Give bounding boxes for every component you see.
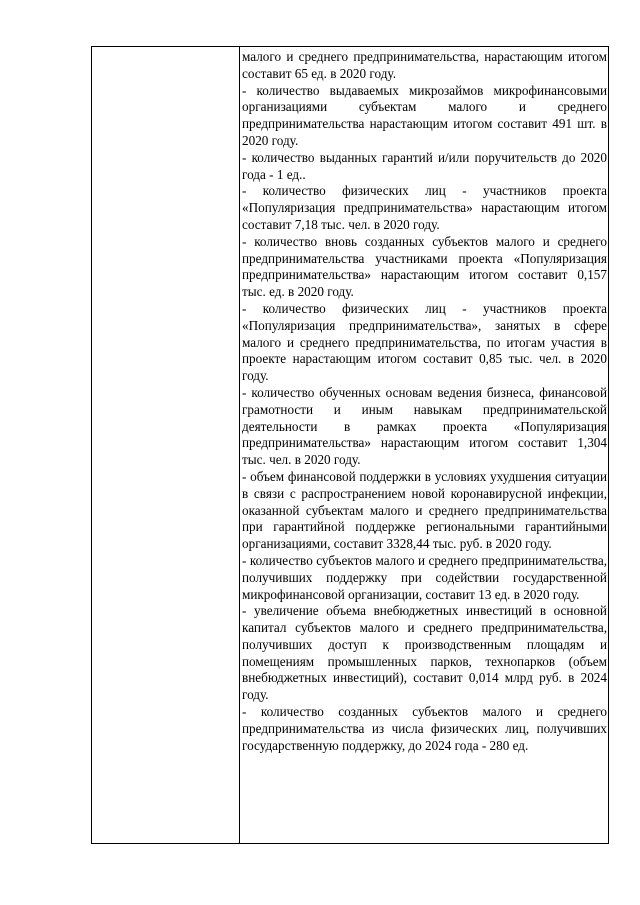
paragraph: малого и среднего предпринимательства, нарастающим итогом составит 65 ед. в 2020 году. [242, 49, 607, 81]
paragraph: - количество физических лиц - участников проекта «Популяризация предпринимательства» нарастающим итогом составит 7,18 тыс. чел. в 2020 году. [242, 183, 607, 232]
table-right-cell [242, 49, 607, 754]
paragraph: - объем финансовой поддержки в условиях ухудшения ситуации в связи с распространением новой коронавирусной инфекции, оказанной субъектам малого и среднего предпринимательства при гарантийной поддержке региональными гарантийными организациями, составит 3328,44 тыс. руб. в 2020 году. [242, 468, 607, 552]
paragraph: - количество субъектов малого и среднего предпринимательства, получивших поддержку при содействии государственной микрофинансовой организации, составит 13 ед. в 2020 году. [242, 552, 607, 602]
paragraph: - количество вновь созданных субъектов малого и среднего предпринимательства участниками проекта «Популяризация предпринимательства» нарастающим итогом составит 0,157 тыс. ед. в 2020 году. [242, 233, 607, 300]
paragraph: - увеличение объема внебюджетных инвестиций в основной капитал субъектов малого и среднего предпринимательства, получивших доступ к производственным площадям и помещениям промышленных парков, технопарков (объем внебюджетных инвестиций), составит 0,014 млрд руб. в 2024 году. [242, 603, 607, 703]
paragraph: - количество физических лиц - участников проекта «Популяризация предпринимательства», занятых в сфере малого и среднего предпринимательства, по итогам участия в проекте нарастающим итогом составит 0,85 тыс. чел. в 2020 году. [242, 300, 607, 384]
column-divider [239, 47, 240, 843]
paragraph: - количество созданных субъектов малого и среднего предпринимательства из числа физических лиц, получивших государственную поддержку, до 2024 года - 280 ед. [242, 704, 607, 753]
paragraph: - количество выданных гарантий и/или поручительств до 2020 года - 1 ед.. [242, 149, 607, 182]
document-table [91, 46, 609, 844]
paragraph: - количество выдаваемых микрозаймов микрофинансовыми организациями субъектам малого и среднего предпринимательства нарастающим итогом составит 491 шт. в 2020 году. [242, 82, 607, 148]
paragraph: - количество обученных основам ведения бизнеса, финансовой грамотности и иным навыкам предпринимательской деятельности в рамках проекта «Популяризация предпринимательства» нарастающим итогом составит 1,304 тыс. чел. в 2020 году. [242, 384, 607, 468]
table-left-cell [92, 47, 239, 843]
